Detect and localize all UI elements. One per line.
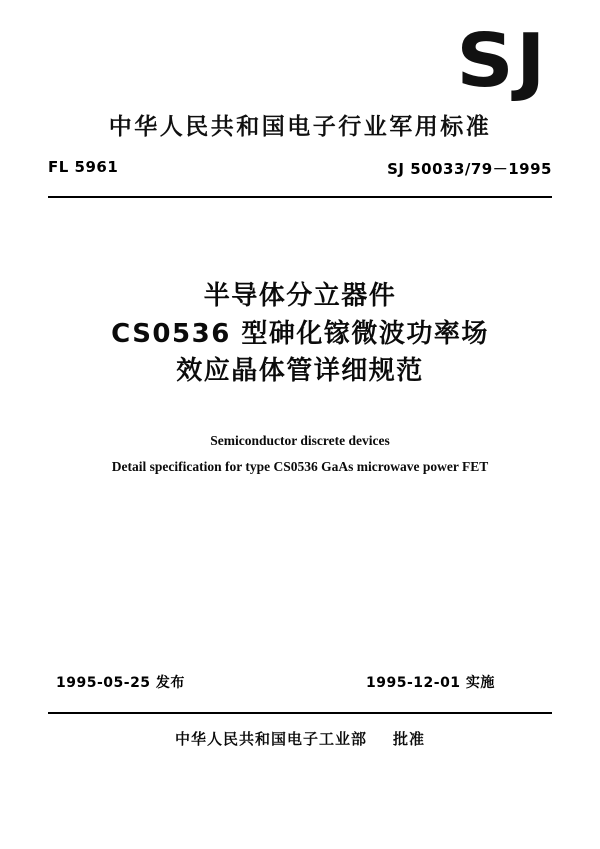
sj-logo-text: SJ bbox=[456, 18, 548, 104]
issue-date: 1995-05-25 发布 bbox=[56, 675, 185, 691]
standard-number: SJ 50033/79－1995 bbox=[387, 160, 552, 178]
title-chinese-line-3: 效应晶体管详细规范 bbox=[176, 356, 424, 387]
title-chinese-line-1: 半导体分立器件 bbox=[203, 281, 397, 311]
title-english-line-1: Semiconductor discrete devices bbox=[210, 433, 390, 448]
publisher-name: 中华人民共和国电子工业部 bbox=[174, 730, 367, 748]
sj-logo bbox=[456, 18, 548, 104]
divider-top bbox=[48, 196, 552, 198]
classification-code: FL 5961 bbox=[48, 158, 119, 176]
approval-label: 批准 bbox=[393, 730, 426, 748]
publisher-line bbox=[0, 728, 600, 749]
title-chinese-line-2: CS0536 型砷化镓微波功率场 bbox=[111, 318, 489, 349]
title-chinese bbox=[0, 278, 600, 391]
effective-date: 1995-12-01 实施 bbox=[366, 675, 495, 691]
divider-bottom bbox=[48, 712, 552, 714]
title-english bbox=[0, 428, 600, 479]
standard-header-title: 中华人民共和国电子行业军用标准 bbox=[108, 114, 492, 140]
code-row bbox=[48, 158, 552, 184]
title-english-line-2: Detail specification for type CS0536 GaAs microwave power FET bbox=[111, 458, 489, 474]
dates-row bbox=[56, 672, 544, 694]
